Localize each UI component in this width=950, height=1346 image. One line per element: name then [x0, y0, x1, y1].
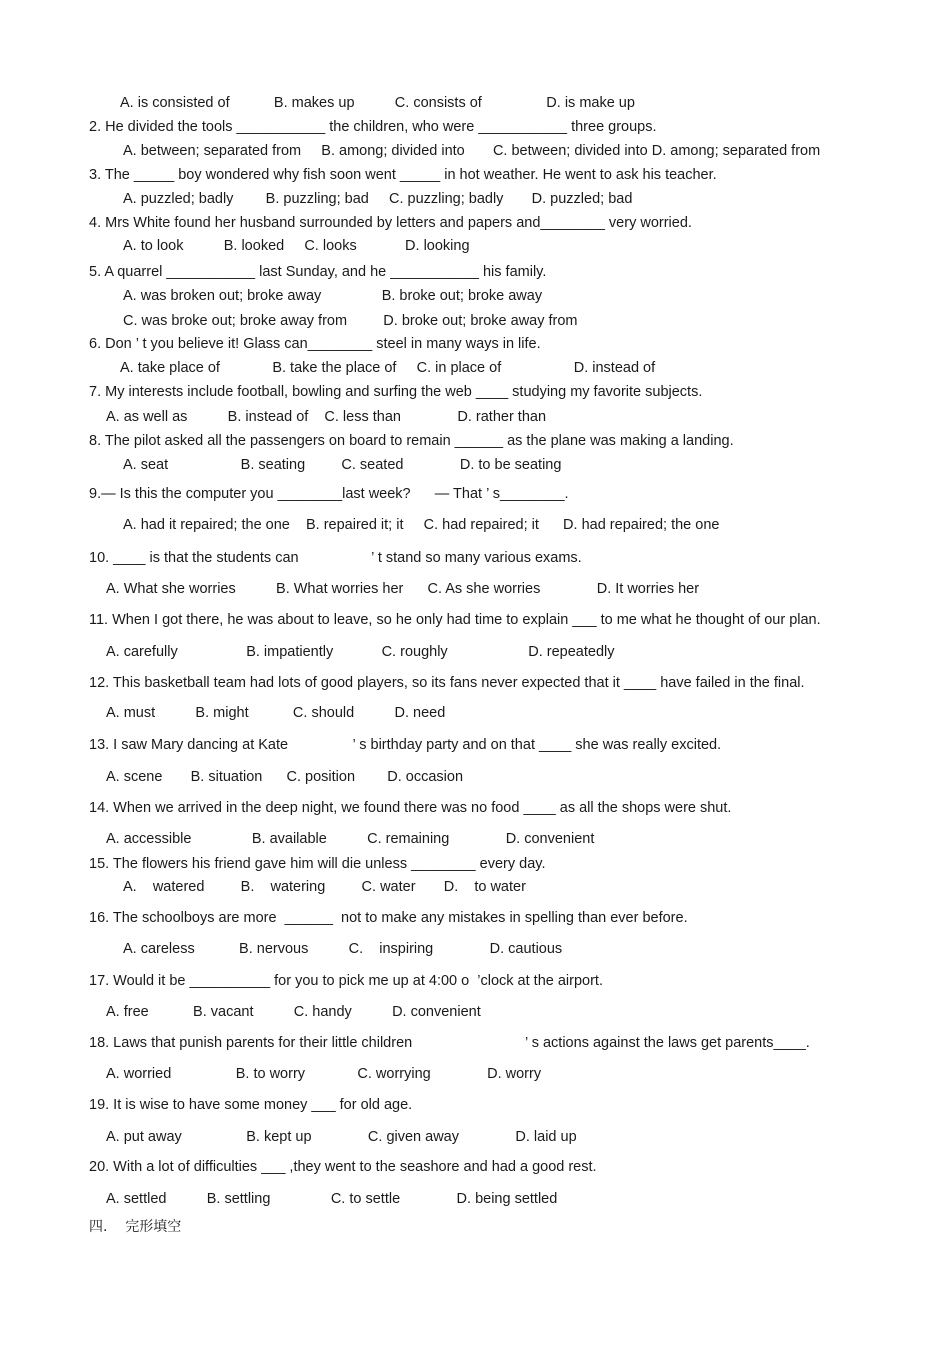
q3-options: A. puzzled; badly B. puzzling; bad C. puzzling; badly D. puzzled; bad [123, 191, 633, 207]
q2-options: A. between; separated from B. among; divided into C. between; divided into D. among; separated from [123, 143, 821, 159]
q17-stem: 17. Would it be __________ for you to pick me up at 4:00 o ’clock at the airport. [89, 973, 603, 989]
q1-options: A. is consisted of B. makes up C. consists of D. is make up [120, 95, 635, 111]
q13-stem: 13. I saw Mary dancing at Kate ’ s birthday party and on that ____ she was really excited. [89, 737, 722, 753]
q6-options: A. take place of B. take the place of C. in place of D. instead of [120, 360, 656, 376]
q6-stem: 6. Don ’ t you believe it! Glass can________ steel in many ways in life. [89, 336, 541, 352]
q8-stem: 8. The pilot asked all the passengers on board to remain ______ as the plane was making a landing. [89, 433, 734, 449]
q19-stem: 19. It is wise to have some money ___ for old age. [89, 1097, 413, 1113]
q7-options: A. as well as B. instead of C. less than D. rather than [106, 409, 547, 425]
q14-options: A. accessible B. available C. remaining D. convenient [106, 831, 595, 847]
q13-options: A. scene B. situation C. position D. occasion [106, 769, 464, 785]
q18-stem: 18. Laws that punish parents for their little children ’ s actions against the laws get parents____. [89, 1035, 810, 1051]
q20-options: A. settled B. settling C. to settle D. being settled [106, 1191, 558, 1207]
q11-options: A. carefully B. impatiently C. roughly D. repeatedly [106, 644, 615, 660]
q3-stem: 3. The _____ boy wondered why fish soon went _____ in hot weather. He went to ask his teacher. [89, 167, 717, 183]
q16-stem: 16. The schoolboys are more ______ not to make any mistakes in spelling than ever before. [89, 910, 688, 926]
q4-stem: 4. Mrs White found her husband surrounded by letters and papers and________ very worried. [89, 215, 692, 231]
q15-options: A. watered B. watering C. water D. to water [123, 879, 526, 895]
q15-stem: 15. The flowers his friend gave him will die unless ________ every day. [89, 856, 546, 872]
q8-options: A. seat B. seating C. seated D. to be seating [123, 457, 562, 473]
q20-stem: 20. With a lot of difficulties ___ ,they went to the seashore and had a good rest. [89, 1159, 597, 1175]
q9-options: A. had it repaired; the one B. repaired it; it C. had repaired; it D. had repaired; the one [123, 517, 720, 533]
q19-options: A. put away B. kept up C. given away D. laid up [106, 1129, 577, 1145]
q11-stem: 11. When I got there, he was about to leave, so he only had time to explain ___ to me what he thought of our plan. [89, 612, 821, 628]
q16-options: A. careless B. nervous C. inspiring D. cautious [123, 941, 563, 957]
q5-options-ab: A. was broken out; broke away B. broke out; broke away [123, 288, 543, 304]
q9-stem: 9.— Is this the computer you ________last week? — That ’ s________. [89, 486, 569, 502]
q5-stem: 5. A quarrel ___________ last Sunday, and he ___________ his family. [89, 264, 547, 280]
q7-stem: 7. My interests include football, bowling and surfing the web ____ studying my favorite subjects. [89, 384, 703, 400]
q5-options-cd: C. was broke out; broke away from D. broke out; broke away from [123, 313, 578, 329]
q17-options: A. free B. vacant C. handy D. convenient [106, 1004, 481, 1020]
section-heading: 四. 完形填空 [89, 1219, 182, 1235]
q12-stem: 12. This basketball team had lots of good players, so its fans never expected that it ____ have failed in the final. [89, 675, 805, 691]
q2-stem: 2. He divided the tools ___________ the children, who were ___________ three groups. [89, 119, 657, 135]
q10-options: A. What she worries B. What worries her C. As she worries D. It worries her [106, 581, 700, 597]
q10-stem: 10. ____ is that the students can ’ t stand so many various exams. [89, 550, 582, 566]
q12-options: A. must B. might C. should D. need [106, 705, 446, 721]
q18-options: A. worried B. to worry C. worrying D. worry [106, 1066, 542, 1082]
q4-options: A. to look B. looked C. looks D. looking [123, 238, 470, 254]
q14-stem: 14. When we arrived in the deep night, we found there was no food ____ as all the shops were shut. [89, 800, 732, 816]
